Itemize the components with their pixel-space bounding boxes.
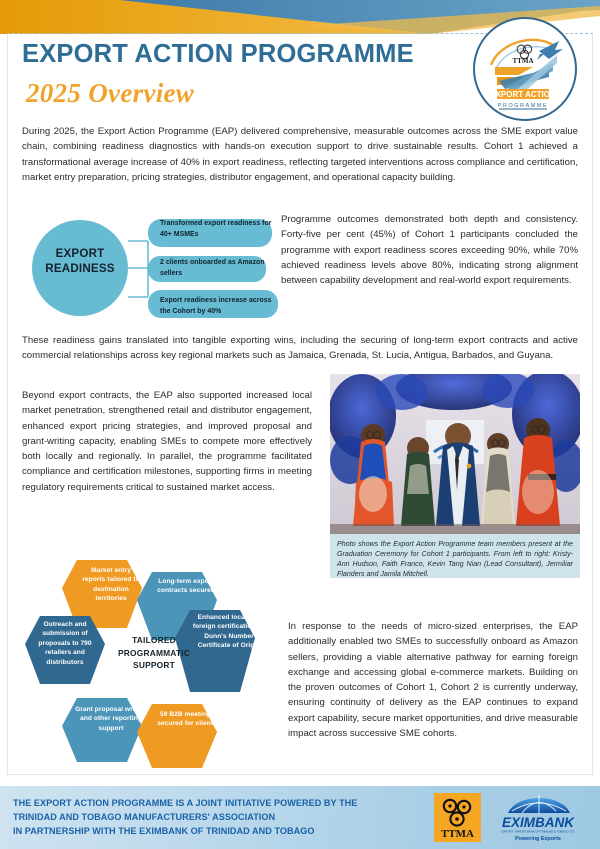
- eximbank-fineprint: EXPORT - IMPORT BANK OF TRINIDAD & TOBAGO LTD: [501, 829, 575, 834]
- footer-line-2: TRINIDAD AND TOBAGO MANUFACTURERS' ASSOCIATION: [13, 812, 276, 823]
- intro-paragraph: During 2025, the Export Action Programme (EAP) delivered comprehensive, measurable outcomes across the SME export value chain, combining readiness diagnostics with hands-on execution support to drive sustainable results. Cohort 1 achieved a transformational average increase of 40% in export readiness, reflecting targeted interventions across compliance and certification, market entry preparation, pricing strategies, distributor engagement, and operational capacity building.: [22, 126, 578, 183]
- cohort2-paragraph: In response to the needs of micro-sized enterprises, the EAP additionally enabled two SMEs to successfully onboard as Amazon sellers, providing a viable alternative pathway for earning foreign exchange and accessing global e-commerce markets. Building on the proven outcomes of Cohort 1, Cohort 2 is currently underway, ensuring continuity of delivery as the EAP continues to expand export capability, secure market opportunities, and drive measurable impact across successive SME cohorts.: [288, 621, 578, 740]
- eximbank-tagline: Powering Exports: [515, 836, 561, 842]
- logo-line2: PROGRAMME: [497, 103, 549, 109]
- ttma-logo-icon: [434, 793, 481, 842]
- hexagon-label-mid-right: Enhanced local and foreign certification eg Dunn's Number Certificate of Origin: [192, 614, 266, 650]
- markets-paragraph: These readiness gains translated into tangible exporting wins, including the securing of long-term export contracts and active commercial relationships across key regional markets such as Jamaica, Grenada, St. Lucia, Antigua, Barbados, and Guyana.: [22, 335, 578, 362]
- export-readiness-hub-label: [28, 246, 132, 276]
- export-action-programme-logo-icon: [473, 17, 577, 121]
- support-paragraph: Beyond export contracts, the EAP also supported increased local market penetration, strengthened retail and distributor engagement, enhanced export pricing strategies, and improved proposal and grant-writing capacity, enabling SMEs to compete more effectively both locally and regionally. In parallel, the programme facilitated compliance and certification milestones, supporting firms in meeting regulatory requirements critical to sustained market access.: [22, 390, 312, 493]
- page-subtitle: 2025 Overview: [26, 78, 195, 108]
- hexagon-label-bottom-right: 59 B2B meetings secured for clients: [157, 711, 217, 728]
- center-line-3: SUPPORT: [133, 660, 175, 671]
- eximbank-wordmark: EXIMBANK: [501, 815, 575, 830]
- hub-line-2: READINESS: [45, 262, 115, 275]
- hexagon-label-mid-left: Outreach and submission of proposals to 790 retailers and distributors: [38, 621, 92, 666]
- hexagon-label-top-right: Long-term export contracts secured: [157, 578, 215, 595]
- readiness-pill-2: 2 clients onboarded as Amazon sellers: [160, 259, 265, 277]
- outcomes-paragraph: Programme outcomes demonstrated both depth and consistency. Forty-five per cent (45%) of Cohort 1 participants concluded the programme with export readiness scores exceeding 90%, while 70% achieved readiness levels above 80%, indicating strong alignment between capability development and real-world export requirements.: [281, 214, 578, 287]
- ttma-wordmark: TTMA: [441, 828, 474, 840]
- footer-statement: [13, 796, 423, 839]
- center-line-2: PROGRAMMATIC: [117, 647, 191, 658]
- readiness-pill-1: Transformed export readiness for 40+ MSMEs: [160, 220, 272, 238]
- hexagon-label-top-left: Market entry reports tailored to destination territories: [82, 567, 140, 603]
- photo-caption: Photo shows the Export Action Programme team members present at the Graduation Ceremony for Cohort 1 participants. From left to right: Kristy-Ann Hudson, Faith Franco, Kevin Tang Nian (Lead Consultant), Jermiliar Flanders and Jamila Mitchell.: [330, 534, 580, 578]
- footer-line-3: IN PARTNERSHIP WITH THE EXIMBANK OF TRINIDAD AND TOBAGO: [13, 826, 315, 837]
- eximbank-logo-icon: [488, 791, 589, 843]
- center-line-1: TAILORED: [132, 635, 176, 645]
- graduation-ceremony-photo: [330, 374, 580, 534]
- readiness-pill-3: Export readiness increase across the Cohort by 40%: [160, 297, 272, 315]
- footer-line-1: THE EXPORT ACTION PROGRAMME IS A JOINT INITIATIVE POWERED BY THE: [13, 798, 358, 808]
- hexagon-label-bottom-left: Grant proposal writing and other reporting support: [75, 706, 147, 732]
- logo-line1: EXPORT ACTION: [490, 90, 556, 99]
- logo-ttma-label: TTMA: [512, 57, 534, 65]
- programmatic-support-center-label: [110, 634, 198, 672]
- hub-line-1: EXPORT: [55, 247, 105, 260]
- page-title: EXPORT ACTION PROGRAMME: [22, 40, 414, 68]
